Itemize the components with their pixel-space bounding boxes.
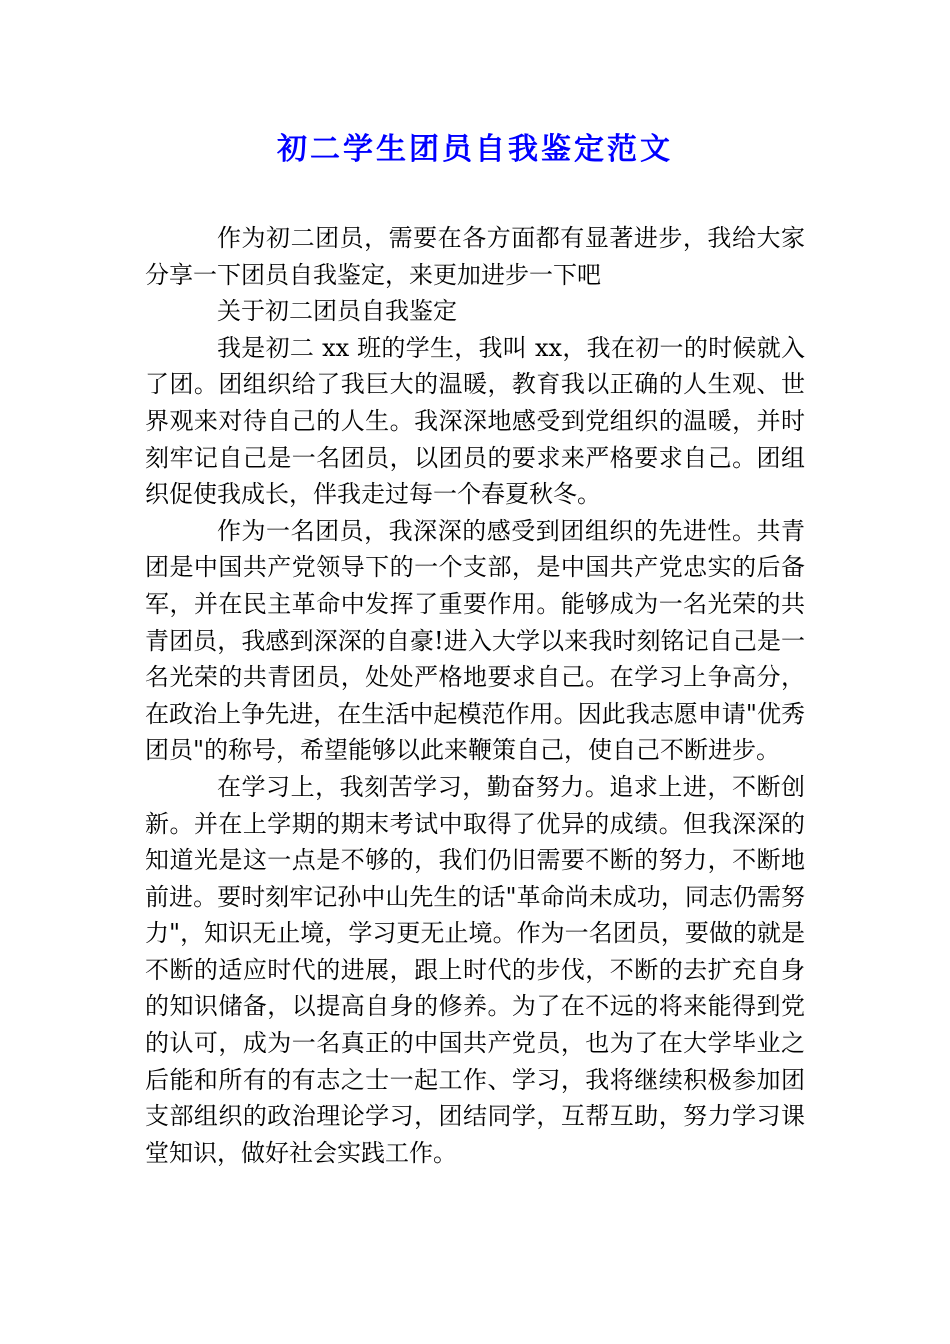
paragraph-subheading: 关于初二团员自我鉴定 [217,297,457,326]
paragraph-study: 在学习上，我刻苦学习，勤奋努力。追求上进，不断创新。并在上学期的期末考试中取得了优异的成绩。但我深深的知道光是这一点是不够的，我们仍旧需要不断的努力，不断地前进。要时刻牢记孙中山先生的话"革命尚未成功，同志仍需努力"，知识无止境，学习更无止境。作为一名团员，要做的就是不断的适应时代的进展，跟上时代的步伐，不断的去扩充自身的知识储备，以提高自身的修养。为了在不远的将来能得到党的认可，成为一名真正的中国共产党员，也为了在大学毕业之后能和所有的有志之士一起工作、学习，我将继续积极参加团支部组织的政治理论学习，团结同学，互帮互助，努力学习课堂知识，做好社会实践工作。 [145,772,805,1167]
document-title: 初二学生团员自我鉴定范文 [277,132,673,167]
paragraph-league-advancement: 作为一名团员，我深深的感受到团组织的先进性。共青团是中国共产党领导下的一个支部，是中国共产党忠实的后备军，并在民主革命中发挥了重要作用。能够成为一名光荣的共青团员，我感到深深的自豪!进入大学以来我时刻铭记自己是一名光荣的共青团员，处处严格地要求自己。在学习上争高分，在政治上争先进，在生活中起模范作用。因此我志愿申请"优秀团员"的称号，希望能够以此来鞭策自己，使自己不断进步。 [145,516,805,765]
paragraph-self-introduction: 我是初二 xx 班的学生，我叫 xx，我在初一的时候就入了团。团组织给了我巨大的温暖，教育我以正确的人生观、世界观来对待自己的人生。我深深地感受到党组织的温暖，并时刻牢记自己是一名团员，以团员的要求来严格要求自己。团组织促使我成长，伴我走过每一个春夏秋冬。 [145,333,805,509]
document-body [145,220,805,1171]
paragraph-intro: 作为初二团员，需要在各方面都有显著进步，我给大家分享一下团员自我鉴定，来更加进步一下吧 [145,224,805,289]
